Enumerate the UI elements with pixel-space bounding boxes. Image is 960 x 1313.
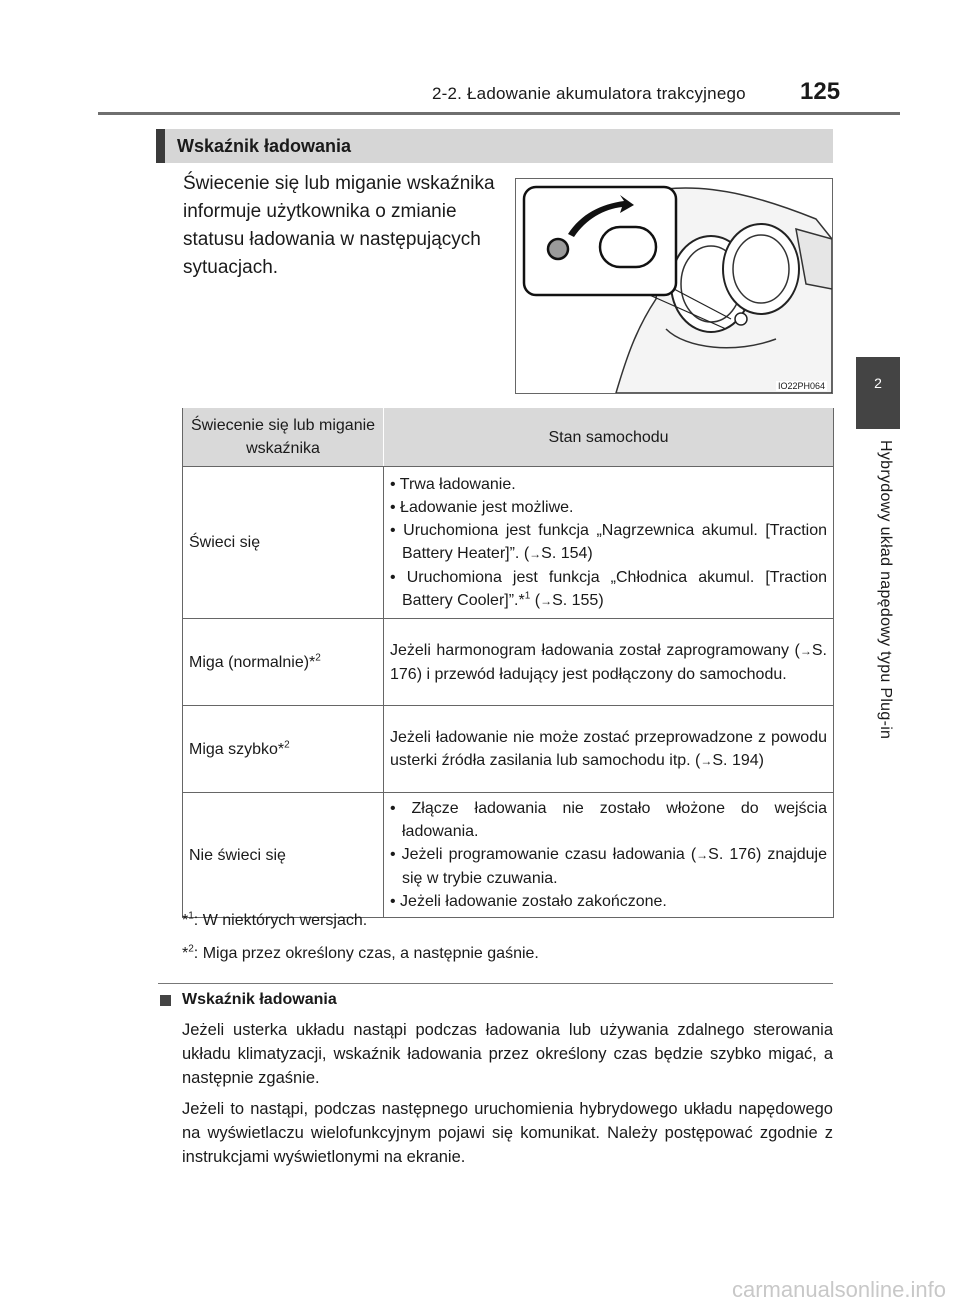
chapter-tab xyxy=(856,357,900,429)
description-cell: Jeżeli ładowanie nie może zostać przeprowadzone z powodu usterki źródła zasilania lub samochodu itp. (→S. 194) xyxy=(384,706,834,793)
section-divider xyxy=(158,983,833,984)
arrow-icon: → xyxy=(700,753,713,768)
state-cell: Świeci się xyxy=(183,467,384,619)
running-header: 2-2. Ładowanie akumulatora trakcyjnego xyxy=(432,84,746,103)
chapter-number: 2 xyxy=(874,375,882,391)
arrow-icon: → xyxy=(696,848,709,862)
table-row xyxy=(183,706,834,793)
description-cell xyxy=(384,467,834,619)
watermark: carmanualsonline.info xyxy=(731,1277,946,1302)
list-item: • Złącze ładowania nie zostało włożone do wejścia ładowania. xyxy=(390,800,828,840)
list-item: • Jeżeli ładowanie zostało zakończone. xyxy=(390,893,667,910)
description-cell: Jeżeli harmonogram ładowania został zaprogramowany (→S. 176) i przewód ładujący jest podłączony do samochodu. xyxy=(384,619,834,706)
indicator-status-table xyxy=(182,408,834,918)
square-bullet-icon xyxy=(160,995,171,1006)
description-cell xyxy=(384,793,834,918)
footnote-2: *$^2$: Miga przez określony czas, a następnie gaśnie. xyxy=(182,943,539,962)
list-item: • Trwa ładowanie. xyxy=(390,475,516,493)
col-header-indicator: Świecenie się lub miganie wskaźnika xyxy=(183,408,384,467)
list-item: • Jeżeli programowanie czasu ładowania (→S. 176) znajduje się w trybie czuwania. xyxy=(390,846,827,887)
table-row xyxy=(183,793,834,918)
state-cell: Nie świeci się xyxy=(183,793,384,918)
charging-port-illustration xyxy=(515,178,833,394)
figure-code: IO22PH064 xyxy=(777,381,825,391)
state-cell: Miga szybko*$^2$ xyxy=(183,706,384,793)
chapter-title-vertical: Hybrydowy układ napędowy typu Plug-in xyxy=(877,440,894,740)
intro-text: Świecenie się lub miganie wskaźnika informuje użytkownika o zmianie statusu ładowania w następujących sytuacjach. xyxy=(183,173,495,278)
arrow-icon: → xyxy=(529,546,542,561)
arrow-icon: → xyxy=(540,593,553,608)
section-title: Wskaźnik ładowania xyxy=(177,136,352,156)
section-title-bar xyxy=(156,129,833,163)
list-item: • Ładowanie jest możliwe. xyxy=(390,498,574,516)
footnote-1: *$^1$: W niektórych wersjach. xyxy=(182,910,368,929)
col-header-vehicle-state: Stan samochodu xyxy=(384,408,834,467)
table-row xyxy=(183,467,834,619)
header-rule xyxy=(98,112,900,115)
page-number: 125 xyxy=(800,78,841,105)
paragraph: Jeżeli to nastąpi, podczas następnego uruchomienia hybrydowego układu napędowego na wyświetlaczu wielofunkcyjnym pojawi się komunikat. Należy postępować zgodnie z instrukcjami wyświetlonymi na ekranie. xyxy=(182,1100,833,1166)
subsection-title: Wskaźnik ładowania xyxy=(182,991,337,1008)
table-row xyxy=(183,619,834,706)
paragraph: Jeżeli usterka układu nastąpi podczas ładowania lub używania zdalnego sterowania układu klimatyzacji, wskaźnik ładowania przez określony czas będzie szybko migać, a następnie zgaśnie. xyxy=(182,1021,833,1087)
state-cell: Miga (normalnie)*$^2$ xyxy=(183,619,384,706)
list-item: • Uruchomiona jest funkcja „Chłodnica akumul. [Traction Battery Cooler]”.*$^1$ (→S. 155) xyxy=(390,568,827,609)
charging-port-drawing xyxy=(516,179,832,393)
arrow-icon: → xyxy=(799,643,812,658)
list-item: • Uruchomiona jest funkcja „Nagrzewnica akumul. [Traction Battery Heater]”. (→S. 154) xyxy=(390,521,828,562)
